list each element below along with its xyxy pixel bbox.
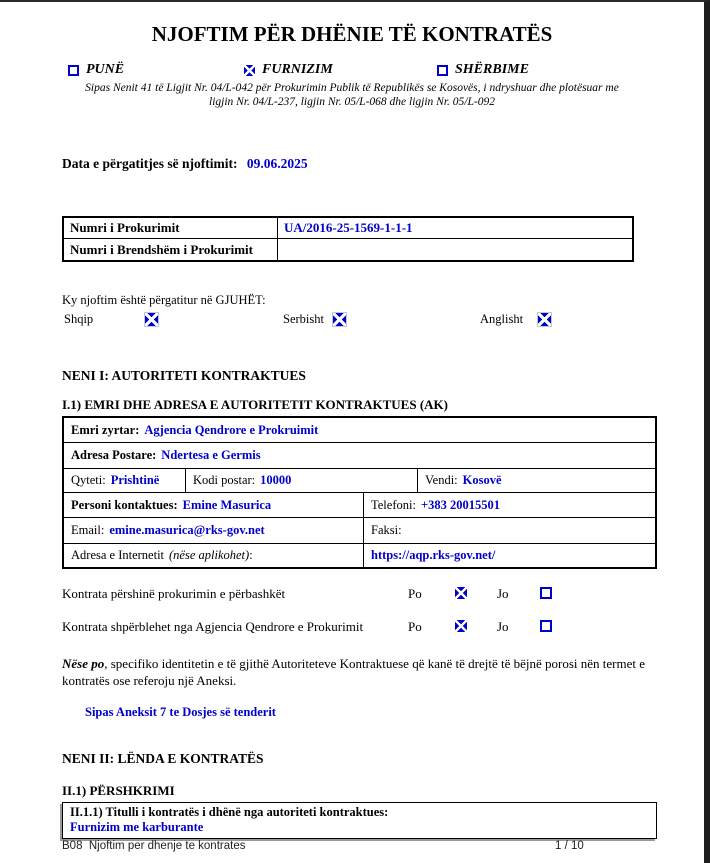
furnizim-label: FURNIZIM xyxy=(262,62,333,77)
city-label: Qyteti: xyxy=(71,473,106,487)
legal-basis-text xyxy=(0,82,704,109)
email-label: Email: xyxy=(71,523,105,537)
contact-person-label: Personi kontaktues: xyxy=(71,497,178,512)
joint-procurement-no-checkbox[interactable] xyxy=(540,587,552,599)
preparation-date-line xyxy=(62,156,704,172)
pune-label: PUNË xyxy=(86,62,125,77)
city-value: Prishtinë xyxy=(110,473,160,487)
contracting-authority-table xyxy=(62,416,657,569)
languages-row xyxy=(0,312,704,330)
cpa-award-yes-checkbox[interactable] xyxy=(455,620,467,632)
contact-person-cell xyxy=(64,493,364,517)
cpa-award-row xyxy=(0,619,704,636)
sherbime-label: SHËRBIME xyxy=(455,62,529,77)
shqip-label: Shqip xyxy=(64,312,94,326)
joint-procurement-label: Kontrata përshinë prokurimin e përbashkët xyxy=(62,586,286,601)
postal-address-label: Adresa Postare: xyxy=(71,448,157,462)
email-cell xyxy=(64,518,364,543)
languages-intro: Ky njoftim është përgatitur në GJUHËT: xyxy=(62,293,266,307)
fax-cell xyxy=(364,518,655,543)
cpa-award-no-checkbox[interactable] xyxy=(540,620,552,632)
internet-address-value-cell xyxy=(364,544,655,567)
cpa-award-label: Kontrata shpërblehet nga Agjencia Qendrore e Prokurimit xyxy=(62,619,364,634)
anglisht-checkbox[interactable] xyxy=(538,313,551,326)
joint-procurement-yes-checkbox[interactable] xyxy=(455,587,467,599)
internal-number-value xyxy=(278,239,632,260)
phone-cell xyxy=(364,493,655,517)
preparation-date-value: 09.06.2025 xyxy=(246,156,308,171)
contract-type-sherbime xyxy=(437,62,529,78)
postal-code-cell xyxy=(186,469,418,492)
contract-title-label: II.1.1) Titulli i kontratës i dhënë nga autoriteti kontraktues: xyxy=(70,805,389,819)
footer-page-number: 1 / 10 xyxy=(555,840,584,852)
internet-address-value: https://aqp.rks-gov.net/ xyxy=(371,548,496,562)
section1-heading: NENI I: AUTORITETI KONTRAKTUES xyxy=(62,368,306,383)
postal-address-cell xyxy=(64,443,655,468)
table-row xyxy=(64,544,655,567)
joint-procurement-no-label: Jo xyxy=(497,586,509,601)
internet-address-colon: : xyxy=(249,548,253,562)
internet-address-label: Adresa e Internetit xyxy=(71,548,165,562)
procurement-number-table xyxy=(62,216,634,262)
table-row xyxy=(64,418,655,443)
if-yes-note-rest: , specifiko identitetin e të gjithë Autoriteteve Kontraktuese që kanë të drejtë të bëjnë porosi nën termet e kontratës ose referoju një Aneksi. xyxy=(62,656,646,688)
legal-basis-line2: ligjin Nr. 04/L-237, ligjin Nr. 05/L-068 dhe ligjin Nr. 05/L-092 xyxy=(209,95,495,108)
fax-label: Faksi: xyxy=(371,523,402,537)
official-name-cell xyxy=(64,418,655,442)
joint-procurement-yes-label: Po xyxy=(408,586,422,601)
furnizim-checkbox[interactable] xyxy=(244,65,255,76)
annex-reference: Sipas Aneksit 7 te Dosjes së tenderit xyxy=(85,705,276,719)
page-title: NJOFTIM PËR DHËNIE TË KONTRATËS xyxy=(151,22,553,46)
table-row xyxy=(64,518,655,544)
table-row xyxy=(64,239,632,260)
preparation-date-label: Data e përgatitjes së njoftimit: xyxy=(62,156,238,171)
contact-person-value: Emine Masurica xyxy=(182,497,272,512)
contract-type-furnizim xyxy=(244,62,437,78)
if-yes-note-lead: Nëse po xyxy=(62,656,105,671)
postal-code-label: Kodi postar: xyxy=(193,473,256,487)
sherbime-checkbox[interactable] xyxy=(437,65,448,76)
shqip-checkbox[interactable] xyxy=(145,313,158,326)
contract-type-pune xyxy=(68,62,244,78)
country-cell xyxy=(418,469,655,492)
internet-address-cell xyxy=(64,544,364,567)
email-value: emine.masurica@rks-gov.net xyxy=(109,523,265,537)
internal-number-label: Numri i Brendshëm i Prokurimit xyxy=(64,239,278,260)
phone-label: Telefoni: xyxy=(371,497,416,512)
table-row xyxy=(64,443,655,469)
internet-address-note: (nëse aplikohet) xyxy=(169,548,250,562)
section1-subheading: I.1) EMRI DHE ADRESA E AUTORITETIT KONTRAKTUES (AK) xyxy=(62,397,448,412)
country-label: Vendi: xyxy=(425,473,458,487)
contract-title-value: Furnizim me karburante xyxy=(70,820,204,834)
anglisht-label: Anglisht xyxy=(480,312,524,326)
if-yes-note xyxy=(62,655,650,689)
footer-document-code: B08 Njoftim per dhenje te kontrates xyxy=(62,840,246,852)
contract-type-options xyxy=(0,62,704,78)
official-name-value: Agjencia Qendrore e Prokruimit xyxy=(144,422,319,437)
cpa-award-yes-label: Po xyxy=(408,619,422,634)
city-cell xyxy=(64,469,186,492)
section2-heading: NENI II: LËNDA E KONTRATËS xyxy=(62,751,264,766)
serbisht-checkbox[interactable] xyxy=(333,313,346,326)
legal-basis-line1: Sipas Nenit 41 të Ligjit Nr. 04/L-042 për Prokurimin Publik të Republikës se Kosovës, i ndryshuar dhe plotësuar me xyxy=(85,82,619,94)
procurement-number-value: UA/2016-25-1569-1-1-1 xyxy=(284,220,413,235)
serbisht-label: Serbisht xyxy=(283,312,324,326)
table-row xyxy=(64,493,655,518)
joint-procurement-row xyxy=(0,586,704,603)
table-row xyxy=(64,218,632,239)
procurement-number-label: Numri i Prokurimit xyxy=(64,218,278,238)
postal-address-value: Ndertesa e Germis xyxy=(161,448,261,462)
table-row xyxy=(64,469,655,493)
postal-code-value: 10000 xyxy=(260,473,292,487)
cpa-award-no-label: Jo xyxy=(497,619,509,634)
pune-checkbox[interactable] xyxy=(68,65,79,76)
official-name-label: Emri zyrtar: xyxy=(71,422,140,437)
section2-subheading: II.1) PËRSHKRIMI xyxy=(62,783,175,798)
country-value: Kosovë xyxy=(462,473,502,487)
phone-value: +383 20015501 xyxy=(420,497,500,512)
contract-title-box xyxy=(62,802,657,839)
